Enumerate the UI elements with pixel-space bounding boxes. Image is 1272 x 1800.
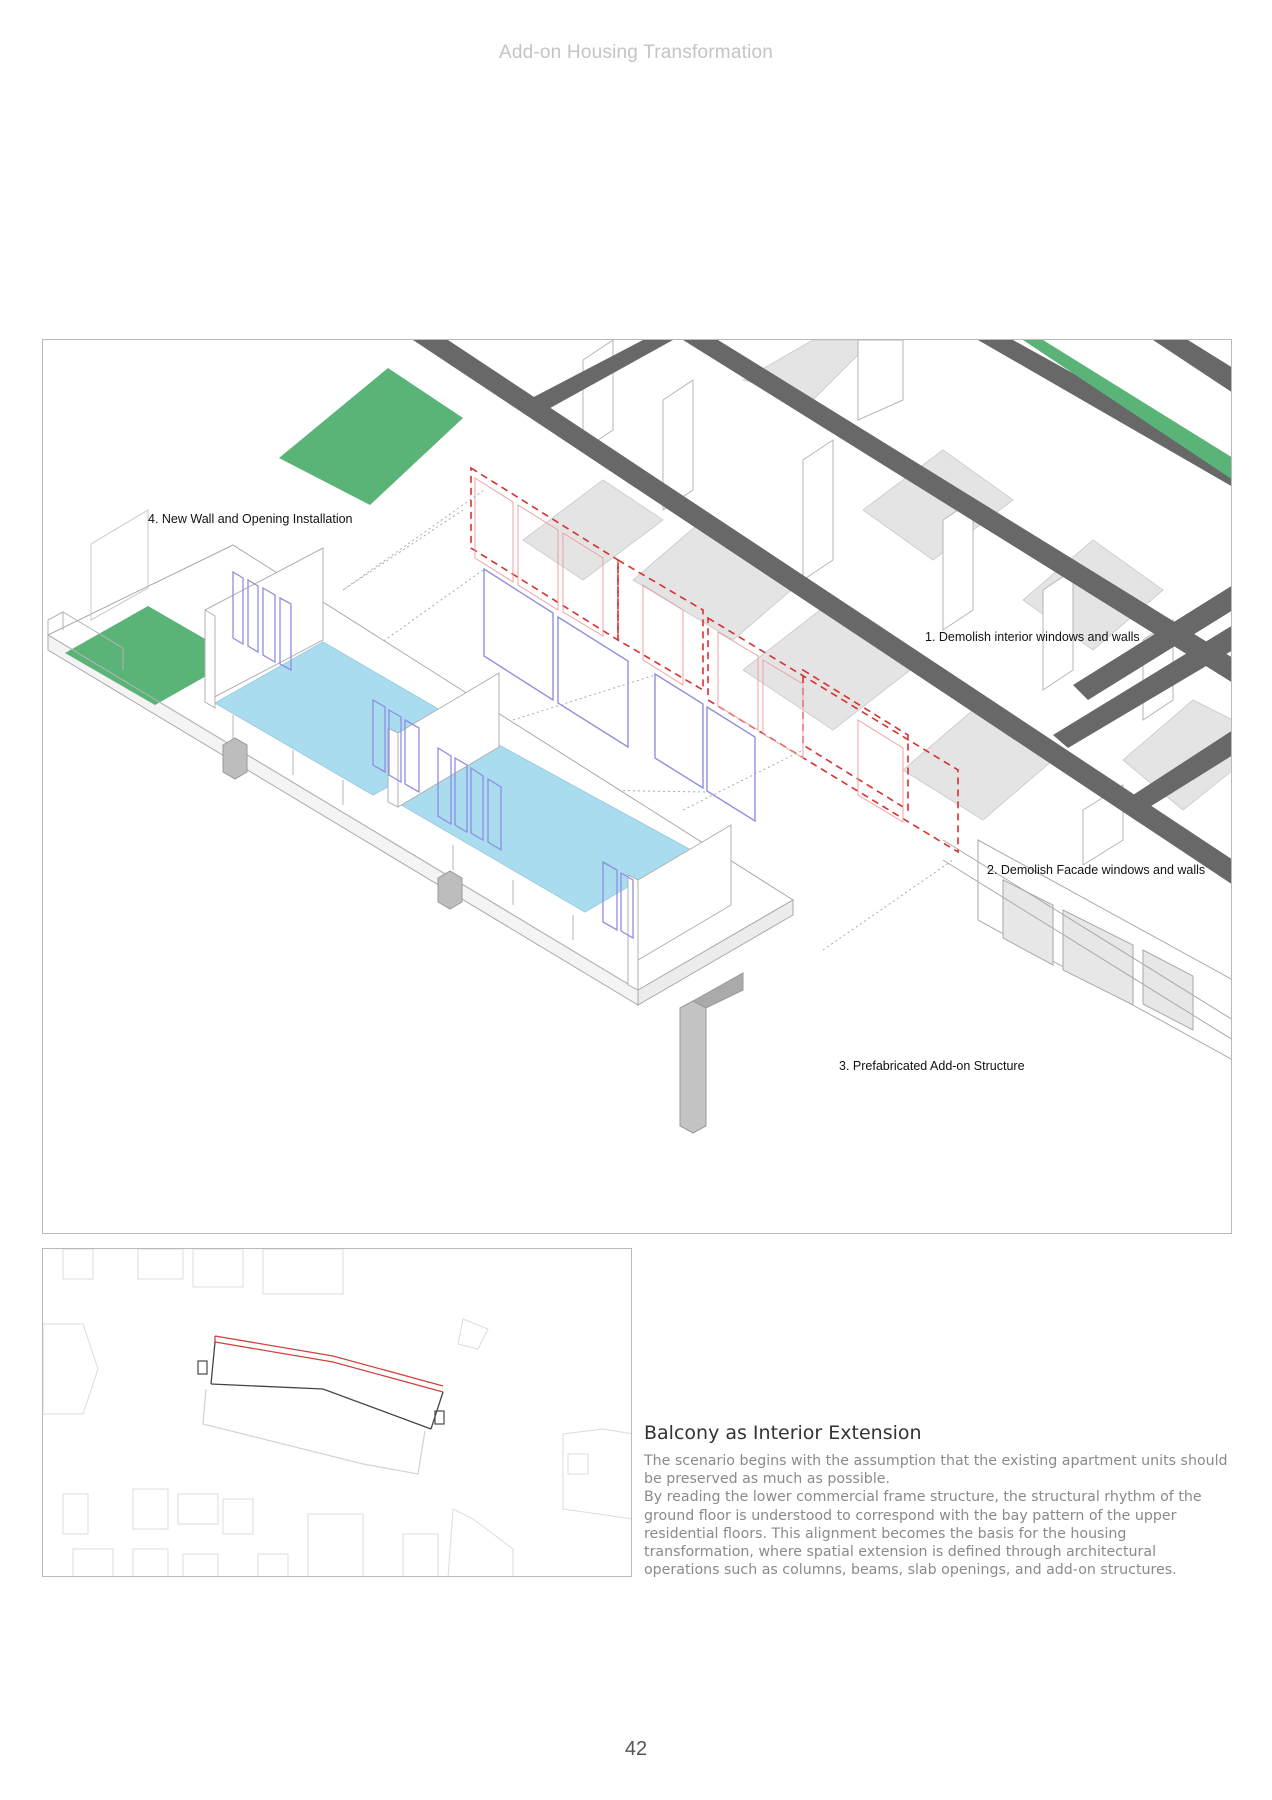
callout-step-4: 4. New Wall and Opening Installation bbox=[148, 512, 353, 526]
section-title: Balcony as Interior Extension bbox=[644, 1422, 922, 1444]
site-plan bbox=[42, 1248, 632, 1577]
section-paragraph-2: By reading the lower commercial frame structure, the structural rhythm of the ground floor is understood to correspond with the bay pattern of the upper residential floors. This alignment becomes the basis for the housing transformation, where spatial extension is defined through architectural operations such as columns, beams, slab openings, and add-on structures. bbox=[644, 1489, 1202, 1579]
callout-step-2: 2. Demolish Facade windows and walls bbox=[987, 863, 1206, 877]
section-body bbox=[644, 1452, 1234, 1579]
axonometric-drawing bbox=[43, 340, 1232, 1234]
page-number: 42 bbox=[624, 1738, 648, 1760]
site-plan-drawing bbox=[43, 1249, 632, 1577]
axonometric-diagram bbox=[42, 339, 1232, 1234]
section-paragraph-1: The scenario begins with the assumption that the existing apartment units should be preserved as much as possible. bbox=[644, 1453, 1228, 1488]
subject-building bbox=[198, 1336, 444, 1474]
green-balcony-top bbox=[279, 368, 463, 505]
header-title: Add-on Housing Transformation bbox=[498, 42, 774, 63]
context-buildings bbox=[43, 1249, 632, 1577]
callout-step-1: 1. Demolish interior windows and walls bbox=[925, 630, 1140, 644]
callout-step-3: 3. Prefabricated Add-on Structure bbox=[839, 1059, 1025, 1073]
